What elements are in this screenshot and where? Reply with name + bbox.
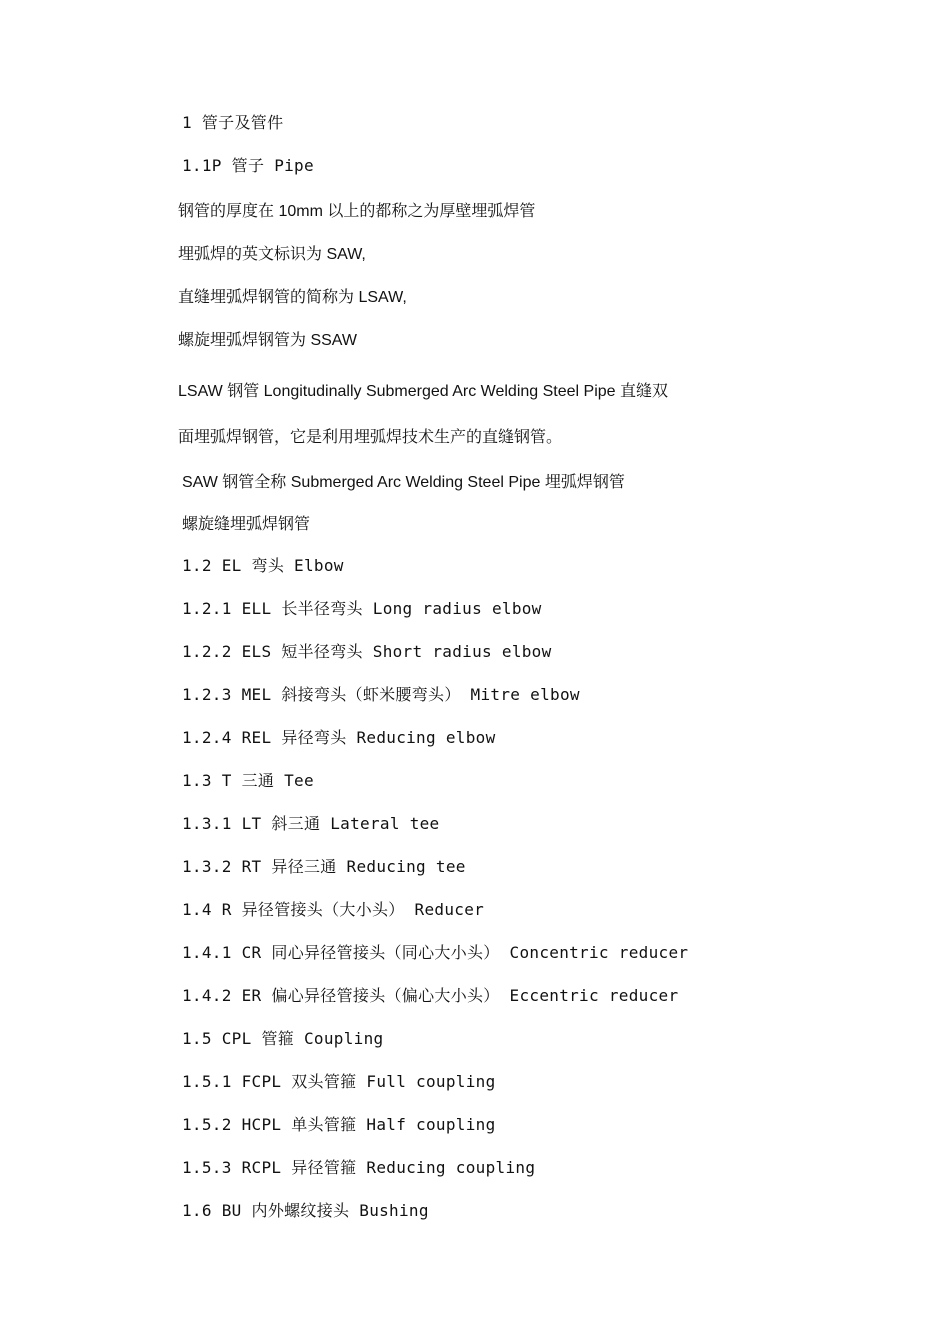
list-item: 1.3.1 LT 斜三通 Lateral tee xyxy=(182,814,440,833)
list-item: 1.2.2 ELS 短半径弯头 Short radius elbow xyxy=(182,642,552,661)
list-item: 1.5.3 RCPL 异径管箍 Reducing coupling xyxy=(182,1158,536,1177)
subsection-heading-bushing: 1.6 BU 内外螺纹接头 Bushing xyxy=(182,1201,429,1220)
list-item: 1.4.1 CR 同心异径管接头（同心大小头） Concentric reducer xyxy=(182,943,689,962)
paragraph-line: LSAW 钢管 Longitudinally Submerged Arc Welding Steel Pipe 直缝双 xyxy=(178,383,669,400)
paragraph-line: 螺旋埋弧焊钢管为 SSAW xyxy=(178,332,357,349)
list-item: 1.5.2 HCPL 单头管箍 Half coupling xyxy=(182,1115,496,1134)
list-item: 1.2.1 ELL 长半径弯头 Long radius elbow xyxy=(182,599,542,618)
list-item: 1.3.2 RT 异径三通 Reducing tee xyxy=(182,857,466,876)
list-item: 1.2.4 REL 异径弯头 Reducing elbow xyxy=(182,728,496,747)
list-item: 1.5.1 FCPL 双头管箍 Full coupling xyxy=(182,1072,496,1091)
section-heading-pipes-and-fittings: 1 管子及管件 xyxy=(182,113,284,132)
subsection-heading-pipe: 1.1P 管子 Pipe xyxy=(182,156,314,175)
subsection-heading-tee: 1.3 T 三通 Tee xyxy=(182,771,314,790)
subsection-heading-elbow: 1.2 EL 弯头 Elbow xyxy=(182,556,344,575)
paragraph-line: 埋弧焊的英文标识为 SAW, xyxy=(178,246,366,263)
paragraph-line: 螺旋缝埋弧焊钢管 xyxy=(182,516,311,533)
paragraph-line: SAW 钢管全称 Submerged Arc Welding Steel Pipe 埋弧焊钢管 xyxy=(182,474,625,491)
list-item: 1.2.3 MEL 斜接弯头（虾米腰弯头） Mitre elbow xyxy=(182,685,580,704)
subsection-heading-coupling: 1.5 CPL 管箍 Coupling xyxy=(182,1029,384,1048)
subsection-heading-reducer: 1.4 R 异径管接头（大小头） Reducer xyxy=(182,900,485,919)
paragraph-line: 钢管的厚度在 10mm 以上的都称之为厚壁埋弧焊管 xyxy=(178,203,536,220)
paragraph-line: 直缝埋弧焊钢管的简称为 LSAW, xyxy=(178,289,407,306)
paragraph-line: 面埋弧焊钢管，它是利用埋弧焊技术生产的直缝钢管。 xyxy=(178,429,563,446)
list-item: 1.4.2 ER 偏心异径管接头（偏心大小头） Eccentric reducer xyxy=(182,986,679,1005)
